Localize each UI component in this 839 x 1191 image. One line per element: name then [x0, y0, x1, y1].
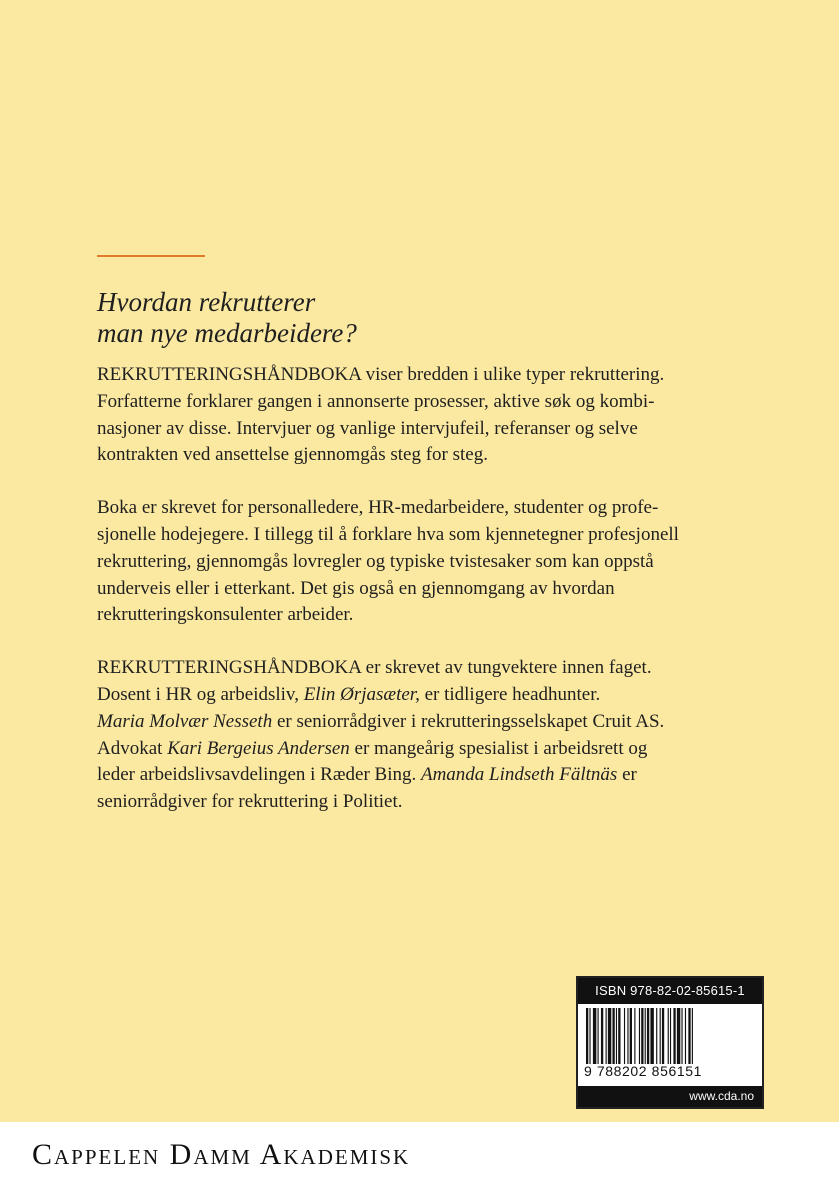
- blurb-paragraph-authors: [97, 655, 747, 816]
- text-line: Boka er skrevet for personalledere, HR-medarbeidere, studenter og profe-: [97, 497, 659, 519]
- text-segment: er seniorrådgiver i rekrutteringsselskapet Cruit AS.: [272, 710, 665, 732]
- text-line: Forfatterne forklarer gangen i annonserte prosesser, aktive søk og kombi-: [97, 390, 655, 412]
- text-segment: er tidligere headhunter.: [419, 683, 601, 705]
- text-line: [97, 682, 747, 709]
- text-segment: leder arbeidslivsavdelingen i Ræder Bing.: [97, 764, 421, 786]
- accent-rule: [97, 255, 205, 257]
- text-segment: Dosent i HR og arbeidsliv,: [97, 683, 304, 705]
- text-line: REKRUTTERINGSHÅNDBOKA viser bredden i ulike typer rekruttering.: [97, 364, 665, 385]
- question-line-2: man nye medarbeidere?: [97, 318, 357, 348]
- text-line: [97, 736, 747, 763]
- blurb-paragraph-2: [97, 495, 747, 629]
- text-segment: er: [617, 764, 637, 786]
- blurb-paragraph-1: [97, 362, 747, 469]
- barcode: [586, 1008, 756, 1064]
- blurb: [97, 362, 747, 816]
- author-name: Amanda Lindseth Fältnäs: [420, 764, 618, 786]
- cover-question: [97, 287, 717, 349]
- text-line: underveis eller i etterkant. Det gis også en gjennomgang av hvordan: [97, 577, 615, 599]
- text-line: rekrutteringskonsulenter arbeider.: [97, 604, 354, 626]
- isbn-barcode-box: [576, 976, 764, 1109]
- text-segment: er mangeårig spesialist i arbeidsrett og: [349, 737, 648, 759]
- author-name: Kari Bergeius Andersen: [167, 737, 350, 759]
- text-segment: Advokat: [97, 737, 168, 759]
- barcode-number: 9 788202 856151: [584, 1063, 702, 1079]
- author-name: Maria Molvær Nesseth: [97, 710, 273, 732]
- publisher-logo: Cappelen Damm Akademisk: [32, 1138, 411, 1171]
- text-line: REKRUTTERINGSHÅNDBOKA er skrevet av tungvektere innen faget.: [97, 657, 652, 679]
- publisher-website: www.cda.no: [578, 1086, 762, 1107]
- question-line-1: Hvordan rekrutterer: [97, 287, 316, 317]
- text-line: nasjoner av disse. Intervjuer og vanlige intervjufeil, referanser og selve: [97, 417, 638, 439]
- text-line: [97, 762, 747, 789]
- isbn-label: ISBN 978-82-02-85615-1: [578, 978, 762, 1004]
- text-line: [97, 709, 747, 736]
- author-name: Elin Ørjasæter,: [303, 683, 420, 705]
- text-line: sjonelle hodejegere. I tillegg til å forklare hva som kjennetegner profesjonell: [97, 523, 679, 545]
- text-line: seniorrådgiver for rekruttering i Politiet.: [97, 791, 403, 813]
- text-line: kontrakten ved ansettelse gjennomgås steg for steg.: [97, 444, 488, 466]
- text-line: rekruttering, gjennomgås lovregler og typiske tvistesaker som kan oppstå: [97, 550, 654, 572]
